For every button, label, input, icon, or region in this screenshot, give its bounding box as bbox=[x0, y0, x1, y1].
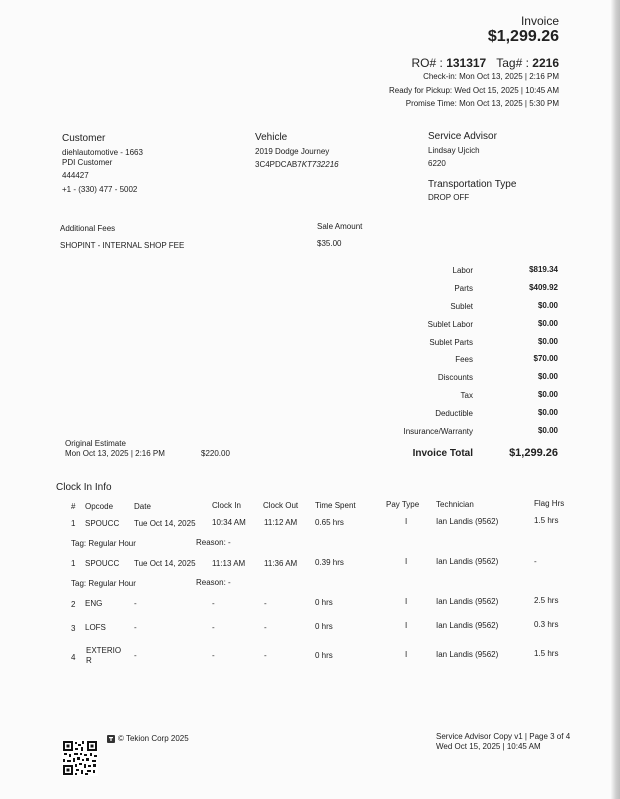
copy-info: Service Advisor Copy v1 | Page 3 of 4 bbox=[436, 732, 571, 741]
row-num: 3 bbox=[71, 624, 76, 633]
summary-value: $0.00 bbox=[537, 301, 558, 310]
vehicle-heading: Vehicle bbox=[255, 132, 288, 143]
row-date: Tue Oct 14, 2025 bbox=[134, 559, 196, 568]
row-flag-hrs: 1.5 hrs bbox=[534, 649, 559, 658]
row-clock-in: 11:13 AM bbox=[212, 559, 246, 568]
ro-label: RO# bbox=[411, 56, 437, 70]
row-clock-out: - bbox=[264, 651, 267, 660]
summary-label: Sublet Labor bbox=[427, 320, 473, 329]
row-technician: Ian Landis (9562) bbox=[436, 557, 499, 566]
doc-title: Invoice bbox=[520, 14, 559, 28]
row-tag: Tag: Regular Hour bbox=[71, 539, 136, 548]
row-clock-out: - bbox=[264, 623, 267, 632]
row-technician: Ian Landis (9562) bbox=[436, 517, 499, 526]
row-pay-type: I bbox=[405, 557, 408, 566]
summary-value: $0.00 bbox=[537, 319, 558, 328]
row-technician: Ian Landis (9562) bbox=[436, 597, 499, 606]
row-pay-type: I bbox=[405, 597, 408, 606]
row-time-spent: 0.65 hrs bbox=[315, 518, 344, 527]
advisor-name: Lindsay Ujcich bbox=[428, 146, 480, 155]
advisor-number: 6220 bbox=[428, 159, 446, 168]
invoice-total-value: $1,299.26 bbox=[509, 447, 558, 459]
col-header: Technician bbox=[436, 500, 474, 509]
row-flag-hrs: - bbox=[534, 557, 537, 566]
row-pay-type: I bbox=[405, 621, 408, 630]
customer-id: 444427 bbox=[62, 171, 89, 180]
row-date: - bbox=[134, 651, 137, 660]
row-pay-type: I bbox=[405, 517, 408, 526]
copyright: © Tekion Corp 2025 bbox=[118, 734, 189, 743]
summary-label: Fees bbox=[455, 355, 473, 364]
summary-value: $0.00 bbox=[537, 408, 558, 417]
summary-value: $70.00 bbox=[533, 354, 558, 363]
transport-value: DROP OFF bbox=[428, 193, 470, 202]
row-clock-in: 10:34 AM bbox=[212, 518, 246, 527]
header-total: $1,299.26 bbox=[487, 28, 559, 45]
advisor-heading: Service Advisor bbox=[428, 131, 497, 142]
row-reason: Reason: - bbox=[196, 538, 231, 547]
row-clock-out: 11:12 AM bbox=[264, 518, 298, 527]
customer-name: diehlautomotive - 1663 bbox=[62, 148, 143, 157]
vehicle-model: 2019 Dodge Journey bbox=[255, 147, 330, 156]
summary-value: $0.00 bbox=[537, 426, 558, 435]
estimate-amount: $220.00 bbox=[201, 449, 230, 458]
col-header: # bbox=[71, 502, 76, 511]
fees-amount-heading: Sale Amount bbox=[317, 222, 363, 231]
col-header: Pay Type bbox=[386, 500, 420, 509]
summary-label: Labor bbox=[452, 266, 473, 275]
row-opcode: SPOUCC bbox=[85, 519, 120, 528]
row-num: 1 bbox=[71, 559, 76, 568]
row-opcode: SPOUCC bbox=[85, 559, 120, 568]
row-opcode: ENG bbox=[85, 599, 103, 608]
col-header: Clock In bbox=[212, 501, 241, 510]
col-header: Date bbox=[134, 502, 151, 511]
row-flag-hrs: 0.3 hrs bbox=[534, 620, 559, 629]
fees-heading: Additional Fees bbox=[60, 224, 116, 233]
promise-time: Promise Time: Mon Oct 13, 2025 | 5:30 PM bbox=[405, 99, 559, 108]
summary-label: Deductible bbox=[435, 409, 473, 418]
col-header: Time Spent bbox=[315, 501, 356, 510]
row-time-spent: 0.39 hrs bbox=[315, 558, 344, 567]
qr-code-icon bbox=[62, 740, 98, 776]
summary-value: $409.92 bbox=[529, 283, 558, 292]
col-header: Flag Hrs bbox=[534, 499, 565, 508]
vin-prefix: 3C4PDCAB7 bbox=[255, 160, 302, 169]
customer-heading: Customer bbox=[62, 133, 106, 144]
estimate-label: Original Estimate bbox=[65, 439, 126, 448]
summary-value: $0.00 bbox=[537, 372, 558, 381]
row-date: - bbox=[134, 623, 137, 632]
row-time-spent: 0 hrs bbox=[315, 651, 333, 660]
customer-phone: +1 - (330) 477 - 5002 bbox=[62, 185, 138, 194]
row-flag-hrs: 2.5 hrs bbox=[534, 596, 559, 605]
row-clock-out: - bbox=[264, 599, 267, 608]
row-time-spent: 0 hrs bbox=[315, 598, 333, 607]
row-clock-in: - bbox=[212, 651, 215, 660]
summary-label: Sublet bbox=[450, 302, 473, 311]
row-technician: Ian Landis (9562) bbox=[436, 650, 499, 659]
ro-tag-line: RO# : 131317 Tag# : 2216 bbox=[411, 56, 559, 70]
printed-time: Wed Oct 15, 2025 | 10:45 AM bbox=[436, 742, 541, 751]
customer-type: PDI Customer bbox=[62, 158, 113, 167]
ready-time: Ready for Pickup: Wed Oct 15, 2025 | 10:45 AM bbox=[388, 86, 559, 95]
summary-value: $0.00 bbox=[537, 337, 558, 346]
col-header: Clock Out bbox=[263, 501, 299, 510]
vin-suffix: KT732216 bbox=[301, 160, 339, 169]
transport-heading: Transportation Type bbox=[428, 179, 517, 190]
tag-label: Tag# bbox=[496, 56, 523, 70]
clock-title: Clock In Info bbox=[56, 482, 112, 493]
invoice-total-label: Invoice Total bbox=[412, 448, 473, 459]
summary-label: Parts bbox=[454, 284, 473, 293]
row-num: 4 bbox=[71, 653, 76, 662]
row-opcode-line1: EXTERIO bbox=[86, 646, 122, 655]
vehicle-vin bbox=[255, 160, 339, 169]
col-header: Opcode bbox=[85, 502, 114, 511]
row-num: 1 bbox=[71, 519, 76, 528]
row-date: Tue Oct 14, 2025 bbox=[134, 519, 196, 528]
row-technician: Ian Landis (9562) bbox=[436, 621, 499, 630]
summary-label: Tax bbox=[460, 391, 473, 400]
summary-label: Sublet Parts bbox=[429, 338, 473, 347]
row-opcode-line2: R bbox=[86, 656, 92, 665]
row-flag-hrs: 1.5 hrs bbox=[534, 516, 559, 525]
summary-value: $0.00 bbox=[537, 390, 558, 399]
estimate-date: Mon Oct 13, 2025 | 2:16 PM bbox=[65, 449, 165, 458]
row-pay-type: I bbox=[405, 650, 408, 659]
row-reason: Reason: - bbox=[196, 578, 231, 587]
row-date: - bbox=[134, 599, 137, 608]
tekion-logo-icon bbox=[107, 735, 115, 743]
page-edge-shadow bbox=[610, 0, 620, 799]
fee-amount: $35.00 bbox=[317, 239, 342, 248]
checkin-time: Check-in: Mon Oct 13, 2025 | 2:16 PM bbox=[423, 72, 559, 81]
row-tag: Tag: Regular Hour bbox=[71, 579, 136, 588]
row-clock-in: - bbox=[212, 623, 215, 632]
row-clock-in: - bbox=[212, 599, 215, 608]
summary-label: Discounts bbox=[437, 373, 473, 382]
row-num: 2 bbox=[71, 600, 76, 609]
summary-value: $819.34 bbox=[529, 265, 558, 274]
fee-item: SHOPINT - INTERNAL SHOP FEE bbox=[60, 241, 185, 250]
tag-value: 2216 bbox=[532, 56, 559, 70]
ro-value: 131317 bbox=[446, 56, 487, 70]
row-clock-out: 11:36 AM bbox=[264, 559, 298, 568]
row-opcode: LOFS bbox=[85, 623, 106, 632]
summary-label: Insurance/Warranty bbox=[403, 427, 473, 436]
row-time-spent: 0 hrs bbox=[315, 622, 333, 631]
